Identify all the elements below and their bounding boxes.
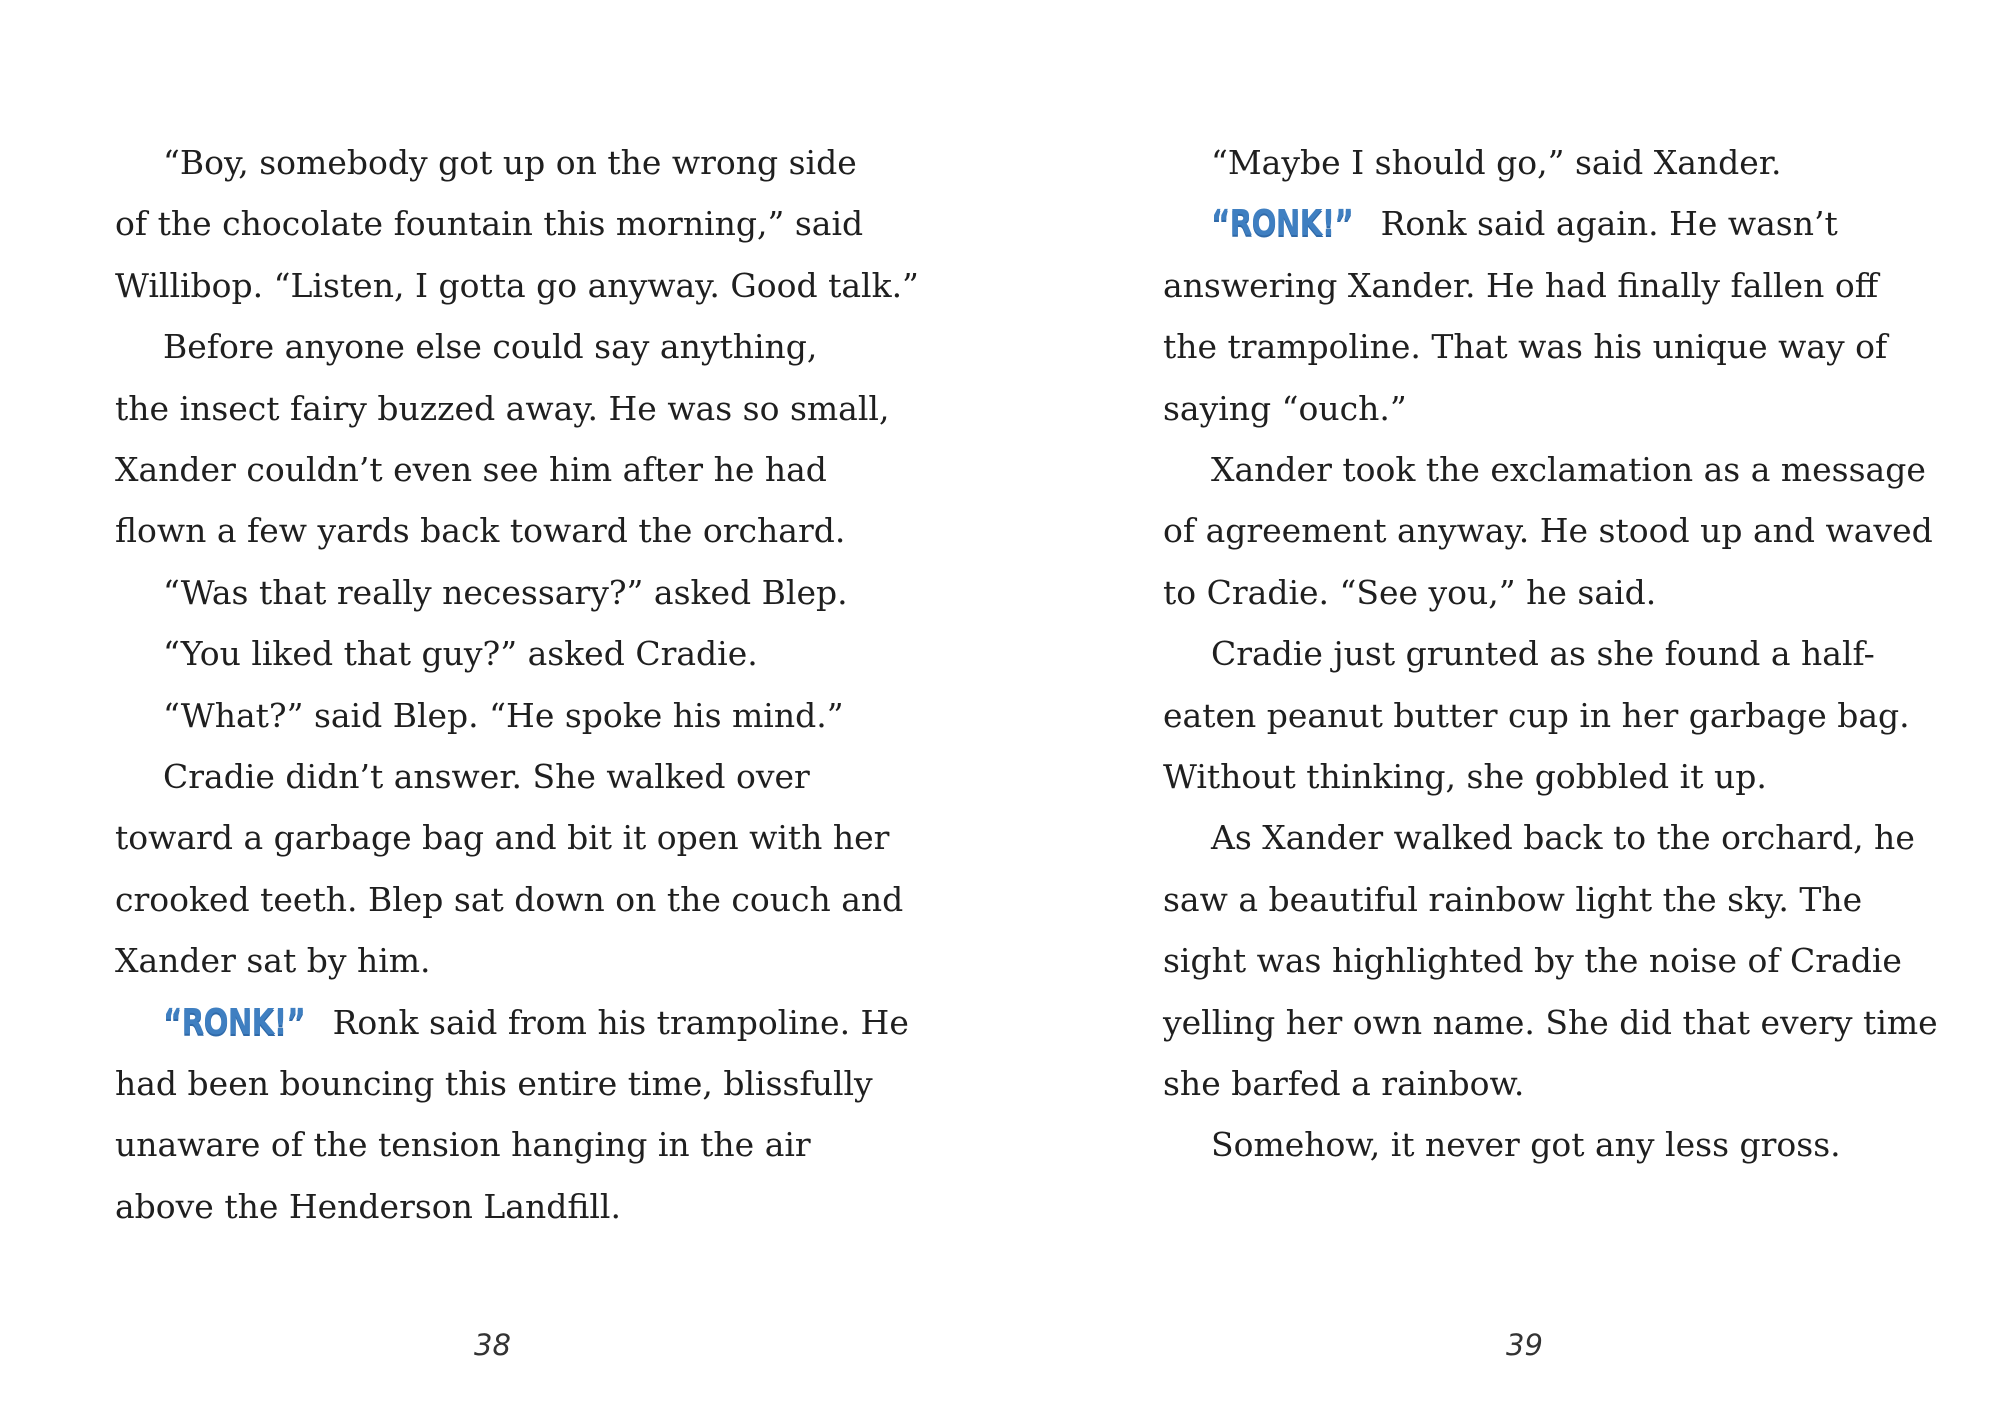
text-line (1163, 1053, 1524, 1114)
text-line (1211, 1114, 1841, 1175)
line-text: above the Henderson Landfill. (115, 1186, 621, 1226)
text-line (1163, 685, 1910, 746)
line-text: “Was that really necessary?” asked Blep. (163, 572, 848, 612)
text-line (163, 685, 844, 746)
text-line (115, 193, 863, 254)
line-text: of agreement anyway. He stood up and waved (1163, 511, 1933, 551)
text-line (115, 807, 889, 868)
line-text: she barfed a rainbow. (1163, 1064, 1525, 1103)
sound-effect-ronk: “RONK!” (163, 1001, 305, 1043)
line-text: Somehow, it never got any less gross. (1211, 1125, 1841, 1165)
line-text: eaten peanut butter cup in her garbage bag. (1163, 695, 1910, 735)
line-text: Cradie didn’t answer. She walked over (163, 757, 810, 796)
line-text: “What?” said Blep. “He spoke his mind.” (163, 695, 844, 735)
text-line (115, 1053, 873, 1114)
text-line (1163, 930, 1902, 991)
text-line (1163, 255, 1878, 316)
text-line (163, 316, 817, 377)
line-text: answering Xander. He had finally fallen off (1163, 265, 1879, 305)
line-text: As Xander walked back to the orchard, he (1211, 818, 1915, 858)
text-line (115, 378, 889, 439)
page-number-right: 39 (1506, 1328, 1543, 1362)
line-text: of the chocolate fountain this morning,” said (115, 204, 864, 244)
line-text: Without thinking, she gobbled it up. (1163, 757, 1767, 796)
line-text: the insect fairy buzzed away. He was so small, (115, 388, 890, 428)
text-line (115, 439, 827, 500)
text-line (115, 255, 919, 316)
line-text: flown a few yards back toward the orchard. (115, 511, 846, 551)
line-text: Xander sat by him. (115, 941, 431, 981)
text-line (1163, 992, 1938, 1053)
line-text: had been bouncing this entire time, blissfully (115, 1064, 873, 1103)
line-text: to Cradie. “See you,” he said. (1163, 572, 1657, 612)
text-line (163, 623, 758, 684)
text-line (1211, 807, 1915, 868)
line-text: sight was highlighted by the noise of Cradie (1163, 941, 1902, 981)
text-line (115, 500, 845, 561)
text-line (1211, 193, 1838, 254)
line-text: unaware of the tension hanging in the air (115, 1125, 811, 1165)
text-line (1163, 378, 1407, 439)
line-text: saw a beautiful rainbow light the sky. The (1163, 879, 1863, 919)
text-line (115, 1176, 621, 1237)
text-line (1163, 500, 1933, 561)
line-text: Xander took the exclamation as a message (1211, 450, 1926, 489)
text-line (115, 1114, 811, 1175)
text-line (115, 930, 431, 991)
line-text: saying “ouch.” (1163, 388, 1407, 428)
text-line (1163, 316, 1887, 377)
line-text: Xander couldn’t even see him after he had (115, 450, 827, 489)
sound-effect-ronk: “RONK!” (1211, 203, 1353, 245)
text-line (163, 562, 848, 623)
text-line (1211, 623, 1875, 684)
text-line (1163, 869, 1862, 930)
text-line (1163, 562, 1656, 623)
text-line (1163, 746, 1767, 807)
page-number-left: 38 (474, 1328, 511, 1362)
right-page (1163, 132, 1943, 1392)
text-line (115, 869, 903, 930)
line-text: crooked teeth. Blep sat down on the couch and (115, 879, 904, 919)
line-text: Willibop. “Listen, I gotta go anyway. Good talk.” (115, 265, 919, 305)
line-text: “Maybe I should go,” said Xander. (1211, 143, 1782, 182)
line-text: Before anyone else could say anything, (163, 327, 818, 367)
line-text: toward a garbage bag and bit it open with her (115, 818, 890, 858)
line-text: Cradie just grunted as she found a half- (1211, 634, 1875, 674)
text-line (163, 746, 810, 807)
line-text: the trampoline. That was his unique way of (1163, 327, 1888, 367)
text-line (163, 992, 909, 1053)
line-text: Ronk said from his trampoline. He (322, 1002, 909, 1042)
text-line (163, 132, 857, 193)
left-page (115, 132, 919, 1392)
text-line (1211, 439, 1926, 500)
line-text: “You liked that guy?” asked Cradie. (163, 634, 758, 674)
text-line (1211, 132, 1781, 193)
line-text: Ronk said again. He wasn’t (1370, 204, 1838, 244)
line-text: “Boy, somebody got up on the wrong side (163, 143, 857, 182)
line-text: yelling her own name. She did that every time (1163, 1002, 1938, 1042)
